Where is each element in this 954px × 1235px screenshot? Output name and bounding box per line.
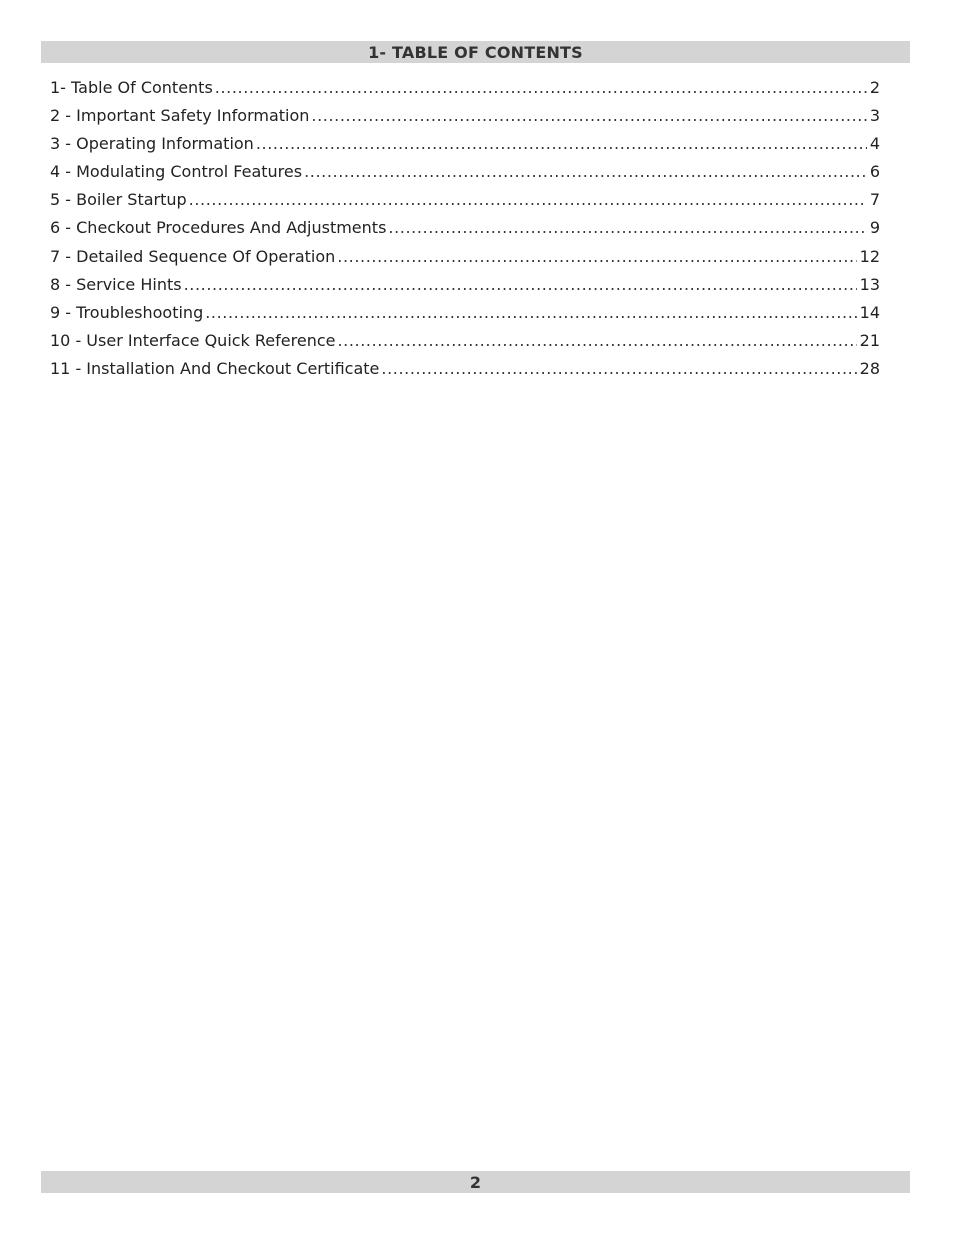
toc-entry-page: 2	[869, 78, 880, 97]
toc-entry[interactable]	[50, 102, 880, 130]
toc-entry[interactable]	[50, 130, 880, 158]
toc-entry-title: 1- Table Of Contents	[50, 78, 213, 97]
toc-dot-leader	[311, 102, 866, 130]
table-of-contents	[50, 74, 880, 383]
toc-dot-leader	[256, 130, 867, 158]
toc-entry[interactable]	[50, 299, 880, 327]
toc-entry-page: 6	[869, 162, 880, 182]
toc-entry-page: 4	[869, 134, 880, 154]
toc-entry-page: 14	[859, 302, 880, 322]
toc-entry-title: 9 - Troubleshooting	[50, 302, 204, 322]
toc-entry-title: 7 - Detailed Sequence Of Operation	[50, 246, 336, 266]
toc-entry[interactable]	[50, 186, 880, 214]
toc-entry-title: 2 - Important Safety Information	[50, 106, 310, 126]
toc-entry[interactable]	[50, 327, 880, 355]
toc-entry-title: 3 - Operating Information	[50, 134, 254, 154]
toc-entry-page: 13	[859, 274, 880, 294]
toc-entry-title: 11 - Installation And Checkout Certificate	[50, 358, 380, 378]
toc-entry[interactable]	[50, 214, 880, 242]
toc-entry[interactable]	[50, 158, 880, 186]
toc-dot-leader	[337, 243, 856, 271]
toc-dot-leader	[381, 355, 856, 383]
toc-entry[interactable]	[50, 355, 880, 383]
toc-entry-title: 6 - Checkout Procedures And Adjustments	[50, 218, 387, 238]
toc-entry[interactable]	[50, 271, 880, 299]
toc-entry-page: 21	[859, 330, 880, 350]
toc-dot-leader	[189, 186, 867, 214]
toc-dot-leader	[184, 271, 857, 299]
toc-entry-page: 7	[869, 190, 880, 210]
toc-entry-title: 8 - Service Hints	[50, 274, 182, 294]
toc-dot-leader	[205, 299, 856, 327]
section-header-bar	[41, 41, 910, 63]
toc-dot-leader	[388, 214, 866, 242]
toc-entry-title: 4 - Modulating Control Features	[50, 162, 303, 182]
toc-entry-page: 12	[859, 246, 880, 266]
toc-entry[interactable]	[50, 243, 880, 271]
toc-dot-leader	[337, 327, 856, 355]
section-title: 1- TABLE OF CONTENTS	[368, 42, 583, 62]
toc-entry-title: 5 - Boiler Startup	[50, 190, 187, 210]
toc-dot-leader	[304, 158, 867, 186]
toc-entry-title: 10 - User Interface Quick Reference	[50, 330, 336, 350]
toc-entry-page: 9	[869, 218, 880, 238]
toc-entry-page: 3	[869, 106, 880, 126]
page-number: 2	[469, 1172, 482, 1192]
toc-entry[interactable]	[50, 74, 880, 102]
toc-entry-page: 28	[859, 358, 880, 378]
page-footer-bar	[41, 1171, 910, 1193]
toc-dot-leader	[215, 74, 867, 102]
